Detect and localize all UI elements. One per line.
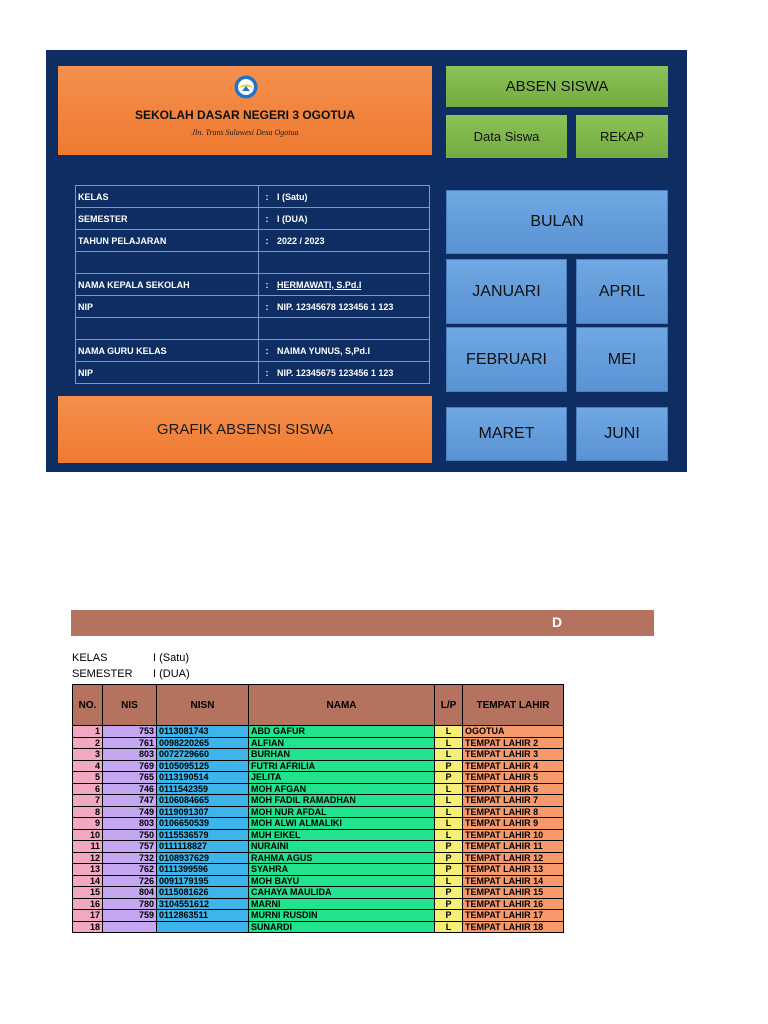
- cell-tempat-lahir[interactable]: TEMPAT LAHIR 17: [463, 910, 564, 922]
- cell-lp[interactable]: P: [435, 772, 463, 784]
- cell-nis[interactable]: 750: [103, 829, 157, 841]
- col-header-nisn: NISN: [157, 685, 249, 726]
- cell-tempat-lahir[interactable]: TEMPAT LAHIR 14: [463, 875, 564, 887]
- info-label: NIP: [76, 296, 259, 318]
- cell-no[interactable]: 2: [73, 737, 103, 749]
- cell-nisn[interactable]: 0111118827: [157, 841, 249, 853]
- cell-lp[interactable]: P: [435, 910, 463, 922]
- cell-tempat-lahir[interactable]: TEMPAT LAHIR 5: [463, 772, 564, 784]
- cell-nama[interactable]: MOH ALWI ALMALIKI: [249, 818, 435, 830]
- month-mei-button[interactable]: MEI: [576, 327, 668, 392]
- cell-nisn[interactable]: 0119091307: [157, 806, 249, 818]
- cell-lp[interactable]: L: [435, 921, 463, 933]
- table-row: [73, 795, 564, 807]
- cell-tempat-lahir[interactable]: TEMPAT LAHIR 3: [463, 749, 564, 761]
- info-label: TAHUN PELAJARAN: [76, 230, 259, 252]
- cell-nisn[interactable]: 0106084665: [157, 795, 249, 807]
- cell-nama[interactable]: ALFIAN: [249, 737, 435, 749]
- cell-lp[interactable]: L: [435, 806, 463, 818]
- cell-nis[interactable]: 780: [103, 898, 157, 910]
- cell-lp[interactable]: L: [435, 795, 463, 807]
- cell-nis[interactable]: 804: [103, 887, 157, 899]
- cell-no[interactable]: 15: [73, 887, 103, 899]
- cell-nis[interactable]: 747: [103, 795, 157, 807]
- cell-lp[interactable]: L: [435, 818, 463, 830]
- table-row: [73, 841, 564, 853]
- cell-nama[interactable]: BURHAN: [249, 749, 435, 761]
- cell-nis[interactable]: 761: [103, 737, 157, 749]
- info-separator: :: [259, 340, 276, 362]
- table-row: [73, 818, 564, 830]
- cell-lp[interactable]: L: [435, 829, 463, 841]
- cell-nisn[interactable]: 0111542359: [157, 783, 249, 795]
- cell-no[interactable]: 5: [73, 772, 103, 784]
- cell-nama[interactable]: MOH BAYU: [249, 875, 435, 887]
- cell-nisn[interactable]: 0105095125: [157, 760, 249, 772]
- info-separator: [259, 318, 276, 340]
- cell-nisn[interactable]: 3104551612: [157, 898, 249, 910]
- cell-nisn[interactable]: 0113190514: [157, 772, 249, 784]
- info-separator: :: [259, 208, 276, 230]
- cell-nisn[interactable]: 0091179195: [157, 875, 249, 887]
- cell-nama[interactable]: JELITA: [249, 772, 435, 784]
- kelas-label: KELAS: [72, 652, 108, 664]
- cell-no[interactable]: 10: [73, 829, 103, 841]
- col-header-tempat-lahir: TEMPAT LAHIR: [463, 685, 564, 726]
- cell-nama[interactable]: CAHAYA MAULIDA: [249, 887, 435, 899]
- cell-no[interactable]: 14: [73, 875, 103, 887]
- month-april-button[interactable]: APRIL: [576, 259, 668, 324]
- info-separator: [259, 252, 276, 274]
- cell-no[interactable]: 3: [73, 749, 103, 761]
- col-header-no: NO.: [73, 685, 103, 726]
- sheet-header-letter: D: [552, 614, 563, 630]
- cell-no[interactable]: 6: [73, 783, 103, 795]
- cell-tempat-lahir[interactable]: TEMPAT LAHIR 2: [463, 737, 564, 749]
- kelas-value: I (Satu): [153, 652, 190, 664]
- cell-tempat-lahir[interactable]: TEMPAT LAHIR 11: [463, 841, 564, 853]
- cell-tempat-lahir[interactable]: TEMPAT LAHIR 7: [463, 795, 564, 807]
- semester-row: [72, 668, 190, 680]
- info-value: 2022 / 2023: [275, 230, 430, 252]
- cell-nis[interactable]: 769: [103, 760, 157, 772]
- cell-nama[interactable]: MOH NUR AFDAL: [249, 806, 435, 818]
- table-row: [73, 772, 564, 784]
- cell-tempat-lahir[interactable]: TEMPAT LAHIR 13: [463, 864, 564, 876]
- table-row: [73, 749, 564, 761]
- cell-nisn[interactable]: [157, 921, 249, 933]
- info-label: SEMESTER: [76, 208, 259, 230]
- cell-nisn[interactable]: 0108937629: [157, 852, 249, 864]
- info-value: I (DUA): [275, 208, 430, 230]
- cell-no[interactable]: 1: [73, 726, 103, 738]
- info-label: KELAS: [76, 186, 259, 208]
- cell-nis[interactable]: 803: [103, 749, 157, 761]
- col-header-nama: NAMA: [249, 685, 435, 726]
- info-separator: :: [259, 362, 276, 384]
- cell-nisn[interactable]: 0115536579: [157, 829, 249, 841]
- cell-no[interactable]: 16: [73, 898, 103, 910]
- table-row: [73, 898, 564, 910]
- semester-label: SEMESTER: [72, 668, 133, 680]
- info-row: [76, 296, 430, 318]
- table-row: [73, 737, 564, 749]
- cell-tempat-lahir[interactable]: TEMPAT LAHIR 4: [463, 760, 564, 772]
- cell-nisn[interactable]: 0112863511: [157, 910, 249, 922]
- table-row: [73, 783, 564, 795]
- info-row: [76, 340, 430, 362]
- info-label: NAMA GURU KELAS: [76, 340, 259, 362]
- cell-nama[interactable]: NURAINI: [249, 841, 435, 853]
- grafik-absensi-button[interactable]: GRAFIK ABSENSI SISWA: [58, 396, 432, 463]
- table-row: [73, 760, 564, 772]
- month-januari-button[interactable]: JANUARI: [446, 259, 567, 324]
- table-row: [73, 829, 564, 841]
- cell-nama[interactable]: MUH EIKEL: [249, 829, 435, 841]
- cell-lp[interactable]: P: [435, 864, 463, 876]
- cell-nama[interactable]: FUTRI AFRILIA: [249, 760, 435, 772]
- cell-lp[interactable]: L: [435, 875, 463, 887]
- cell-nis[interactable]: [103, 921, 157, 933]
- cell-tempat-lahir[interactable]: TEMPAT LAHIR 9: [463, 818, 564, 830]
- cell-lp[interactable]: L: [435, 749, 463, 761]
- dashboard-panel: [46, 50, 687, 472]
- cell-tempat-lahir[interactable]: TEMPAT LAHIR 8: [463, 806, 564, 818]
- cell-lp[interactable]: L: [435, 726, 463, 738]
- info-value: NIP. 12345675 123456 1 123: [275, 362, 430, 384]
- cell-no[interactable]: 11: [73, 841, 103, 853]
- info-label: [76, 252, 259, 274]
- cell-nama[interactable]: ABD GAFUR: [249, 726, 435, 738]
- cell-nama[interactable]: MOH FADIL RAMADHAN: [249, 795, 435, 807]
- cell-nis[interactable]: 803: [103, 818, 157, 830]
- table-row: [73, 921, 564, 933]
- cell-nama[interactable]: SUNARDI: [249, 921, 435, 933]
- col-header-nis: NIS: [103, 685, 157, 726]
- cell-nis[interactable]: 759: [103, 910, 157, 922]
- table-row: [73, 852, 564, 864]
- data-siswa-button[interactable]: Data Siswa: [446, 115, 567, 158]
- cell-nis[interactable]: 753: [103, 726, 157, 738]
- cell-tempat-lahir[interactable]: TEMPAT LAHIR 15: [463, 887, 564, 899]
- cell-no[interactable]: 13: [73, 864, 103, 876]
- absen-siswa-button[interactable]: ABSEN SISWA: [446, 66, 668, 107]
- school-logo-icon: [234, 75, 258, 99]
- info-label: [76, 318, 259, 340]
- cell-no[interactable]: 17: [73, 910, 103, 922]
- info-row: [76, 362, 430, 384]
- month-maret-button[interactable]: MARET: [446, 407, 567, 461]
- sheet-header-bar: [71, 610, 654, 636]
- school-info-table: [75, 185, 430, 384]
- cell-nis[interactable]: 726: [103, 875, 157, 887]
- cell-lp[interactable]: L: [435, 783, 463, 795]
- table-row: [73, 806, 564, 818]
- table-row: [73, 910, 564, 922]
- cell-no[interactable]: 12: [73, 852, 103, 864]
- cell-no[interactable]: 9: [73, 818, 103, 830]
- cell-no[interactable]: 8: [73, 806, 103, 818]
- kelas-row: [72, 652, 189, 664]
- info-separator: :: [259, 230, 276, 252]
- info-row: [76, 208, 430, 230]
- info-row: [76, 274, 430, 296]
- info-row: [76, 230, 430, 252]
- info-value: [275, 318, 430, 340]
- cell-tempat-lahir[interactable]: TEMPAT LAHIR 12: [463, 852, 564, 864]
- cell-nisn[interactable]: 0072729660: [157, 749, 249, 761]
- school-header: [58, 66, 432, 155]
- cell-no[interactable]: 18: [73, 921, 103, 933]
- cell-lp[interactable]: P: [435, 841, 463, 853]
- cell-nis[interactable]: 762: [103, 864, 157, 876]
- info-row: [76, 252, 430, 274]
- cell-nis[interactable]: 746: [103, 783, 157, 795]
- info-label: NIP: [76, 362, 259, 384]
- cell-lp[interactable]: L: [435, 737, 463, 749]
- info-separator: :: [259, 186, 276, 208]
- table-row: [73, 726, 564, 738]
- bulan-label: BULAN: [446, 190, 668, 254]
- table-row: [73, 864, 564, 876]
- info-value: [275, 252, 430, 274]
- cell-no[interactable]: 4: [73, 760, 103, 772]
- info-value: I (Satu): [275, 186, 430, 208]
- cell-tempat-lahir[interactable]: TEMPAT LAHIR 10: [463, 829, 564, 841]
- cell-no[interactable]: 7: [73, 795, 103, 807]
- cell-nis[interactable]: 765: [103, 772, 157, 784]
- cell-nisn[interactable]: 0111399596: [157, 864, 249, 876]
- cell-nama[interactable]: MARNI: [249, 898, 435, 910]
- cell-nisn[interactable]: 0106650539: [157, 818, 249, 830]
- cell-nis[interactable]: 749: [103, 806, 157, 818]
- cell-lp[interactable]: P: [435, 852, 463, 864]
- cell-tempat-lahir[interactable]: OGOTUA: [463, 726, 564, 738]
- cell-tempat-lahir[interactable]: TEMPAT LAHIR 16: [463, 898, 564, 910]
- cell-nisn[interactable]: 0098220265: [157, 737, 249, 749]
- rekap-button[interactable]: REKAP: [576, 115, 668, 158]
- table-row: [73, 875, 564, 887]
- cell-nisn[interactable]: 0115081626: [157, 887, 249, 899]
- school-address: Jln. Trans Sulawesi Desa Ogotua: [191, 128, 299, 137]
- cell-nama[interactable]: RAHMA AGUS: [249, 852, 435, 864]
- cell-nama[interactable]: MURNI RUSDIN: [249, 910, 435, 922]
- cell-nama[interactable]: SYAHRA: [249, 864, 435, 876]
- month-februari-button[interactable]: FEBRUARI: [446, 327, 567, 392]
- table-row: [73, 887, 564, 899]
- info-separator: :: [259, 296, 276, 318]
- cell-nis[interactable]: 757: [103, 841, 157, 853]
- semester-value: I (DUA): [153, 668, 190, 680]
- info-row: [76, 186, 430, 208]
- cell-nama[interactable]: MOH AFGAN: [249, 783, 435, 795]
- cell-nis[interactable]: 732: [103, 852, 157, 864]
- cell-lp[interactable]: P: [435, 760, 463, 772]
- student-table-header: [73, 685, 564, 726]
- col-header-lp: L/P: [435, 685, 463, 726]
- cell-tempat-lahir[interactable]: TEMPAT LAHIR 6: [463, 783, 564, 795]
- info-label: NAMA KEPALA SEKOLAH: [76, 274, 259, 296]
- cell-lp[interactable]: P: [435, 887, 463, 899]
- cell-nisn[interactable]: 0113081743: [157, 726, 249, 738]
- month-juni-button[interactable]: JUNI: [576, 407, 668, 461]
- info-value: HERMAWATI, S.Pd.I: [275, 274, 430, 296]
- info-value: NIP. 12345678 123456 1 123: [275, 296, 430, 318]
- info-separator: :: [259, 274, 276, 296]
- cell-lp[interactable]: P: [435, 898, 463, 910]
- cell-tempat-lahir[interactable]: TEMPAT LAHIR 18: [463, 921, 564, 933]
- info-row: [76, 318, 430, 340]
- student-table: [72, 684, 564, 933]
- school-name: SEKOLAH DASAR NEGERI 3 OGOTUA: [134, 108, 356, 122]
- info-value: NAIMA YUNUS, S,Pd.I: [275, 340, 430, 362]
